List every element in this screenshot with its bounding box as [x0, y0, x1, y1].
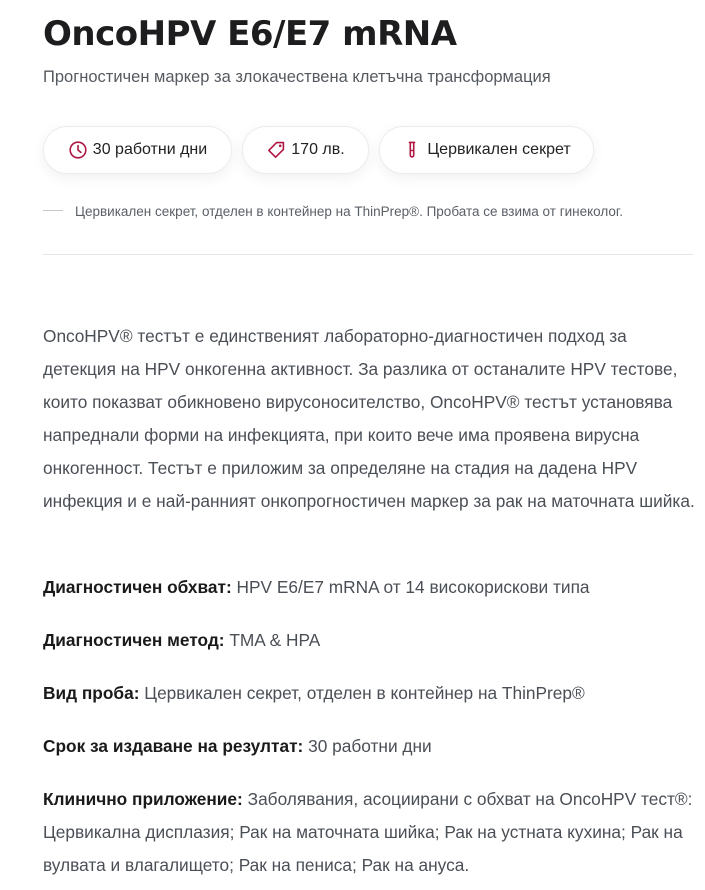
page-title: OncoHPV E6/E7 mRNA: [43, 14, 457, 54]
clock-icon: [68, 140, 88, 160]
section-divider: [43, 254, 693, 255]
sample-type-badge: [379, 126, 594, 174]
page-subtitle: Прогностичен маркер за злокачествена клетъчна трансформация: [43, 68, 551, 86]
result-turnaround-label: Срок за издаване на резултат:: [43, 736, 304, 756]
turnaround-badge: [43, 126, 232, 174]
diagnostic-scope-label: Диагностичен обхват:: [43, 577, 232, 597]
result-turnaround-value: 30 работни дни: [308, 736, 432, 756]
diagnostic-method: [43, 624, 698, 657]
test-tube-icon: [402, 140, 422, 160]
result-turnaround: [43, 730, 698, 763]
price-badge: [242, 126, 369, 174]
description-intro: OncoHPV® тестът е единственият лабораторно-диагностичен подход за детекция на HPV онкогенна активност. За разлика от останалите HPV тестове, които показват обикновено вирусоносителство, OncoHPV® тестът установява напреднали форми на инфекцията, при които вече има проявена вирусна онкогенност. Тестът е приложим за определяне на стадия на дадена HPV инфекция и е най-ранният онкопрогностичен маркер за рак на маточната шийка.: [43, 326, 695, 511]
diagnostic-scope: [43, 571, 698, 604]
diagnostic-method-label: Диагностичен метод:: [43, 630, 225, 650]
price-badge-label: 170 лв.: [291, 141, 345, 158]
sample-type-value: Цервикален секрет, отделен в контейнер на ThinPrep®: [144, 683, 585, 703]
clinical-application: [43, 783, 698, 882]
note-dash: [43, 210, 63, 211]
tag-icon: [266, 140, 286, 160]
diagnostic-method-value: TMA & HPA: [229, 630, 321, 650]
sample-note: Цервикален секрет, отделен в контейнер на ThinPrep®. Пробата се взима от гинеколог.: [75, 204, 623, 219]
sample-type-badge-label: Цервикален секрет: [427, 141, 571, 158]
clinical-application-value: Заболявания, асоциирани с обхват на OncoHPV тест®: Цервикална дисплазия; Рак на маточната шийка; Рак на устната кухина; Рак на вулвата и влагалището; Рак на пениса; Рак на ануса.: [43, 789, 693, 875]
clinical-application-label: Клинично приложение:: [43, 789, 243, 809]
turnaround-badge-label: 30 работни дни: [92, 141, 208, 158]
sample-type: [43, 677, 698, 710]
diagnostic-scope-value: HPV E6/E7 mRNA от 14 високорискови типа: [236, 577, 590, 597]
sample-type-label: Вид проба:: [43, 683, 140, 703]
